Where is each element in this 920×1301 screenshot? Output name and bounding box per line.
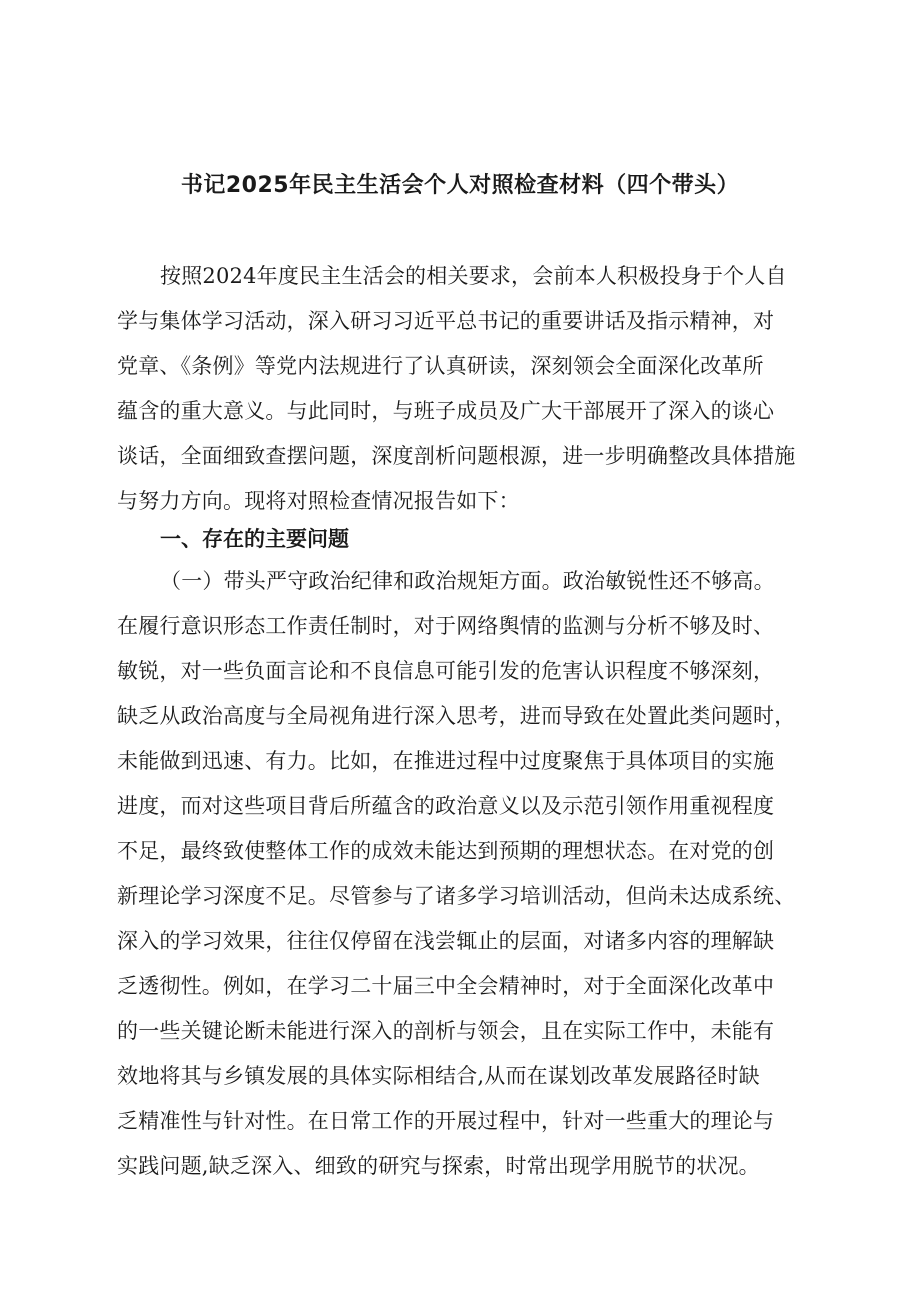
paragraph-2-line: 新理论学习深度不足。尽管参与了诸多学习培训活动，但尚未达成系统、 xyxy=(117,884,796,908)
paragraph-2-line: 敏锐，对一些负面言论和不良信息可能引发的危害认识程度不够深刻， xyxy=(117,659,775,683)
paragraph-1-line: 与努力方向。现将对照检查情况报告如下： xyxy=(117,489,520,513)
paragraph-1-line: 蕴含的重大意义。与此同时，与班子成员及广大干部展开了深入的谈心 xyxy=(117,399,775,423)
paragraph-2-line: 不足，最终致使整体工作的成效未能达到预期的理想状态。在对党的创 xyxy=(117,839,775,863)
paragraph-2-line: 效地将其与乡镇发展的具体实际相结合,从而在谋划改革发展路径时缺 xyxy=(117,1064,760,1088)
paragraph-2-line: 深入的学习效果，往往仅停留在浅尝辄止的层面，对诸多内容的理解缺 xyxy=(117,929,775,953)
paragraph-2-line: 缺乏从政治高度与全局视角进行深入思考，进而导致在处置此类问题时， xyxy=(117,704,796,728)
paragraph-2-line: 实践问题,缺乏深入、细致的研究与探索，时常出现学用脱节的状况。 xyxy=(117,1154,760,1178)
paragraph-2-line: 进度，而对这些项目背后所蕴含的政治意义以及示范引领作用重视程度 xyxy=(117,794,775,818)
paragraph-1-line: 党章、《条例》等党内法规进行了认真研读，深刻领会全面深化改革所 xyxy=(117,354,764,378)
paragraph-1-line: 谈话，全面细致查摆问题，深度剖析问题根源，进一步明确整改具体措施 xyxy=(117,444,796,468)
paragraph-1-line: 按照2024年度民主生活会的相关要求，会前本人积极投身于个人自 xyxy=(160,264,787,288)
document-title: 书记2025年民主生活会个人对照检查材料（四个带头） xyxy=(180,173,740,198)
paragraph-2-line: 的一些关键论断未能进行深入的剖析与领会，且在实际工作中，未能有 xyxy=(117,1019,775,1043)
section-heading: 一、存在的主要问题 xyxy=(160,527,349,551)
paragraph-2-line: 乏透彻性。例如，在学习二十届三中全会精神时，对于全面深化改革中 xyxy=(117,974,775,998)
paragraph-2-line: 乏精准性与针对性。在日常工作的开展过程中，针对一些重大的理论与 xyxy=(117,1109,775,1133)
paragraph-2-line: 在履行意识形态工作责任制时，对于网络舆情的监测与分析不够及时、 xyxy=(117,614,775,638)
paragraph-2-line: （一）带头严守政治纪律和政治规矩方面。政治敏锐性还不够高。 xyxy=(160,569,775,593)
paragraph-1-line: 学与集体学习活动，深入研习习近平总书记的重要讲话及指示精神，对 xyxy=(117,309,775,333)
paragraph-2-line: 未能做到迅速、有力。比如，在推进过程中过度聚焦于具体项目的实施 xyxy=(117,749,775,773)
